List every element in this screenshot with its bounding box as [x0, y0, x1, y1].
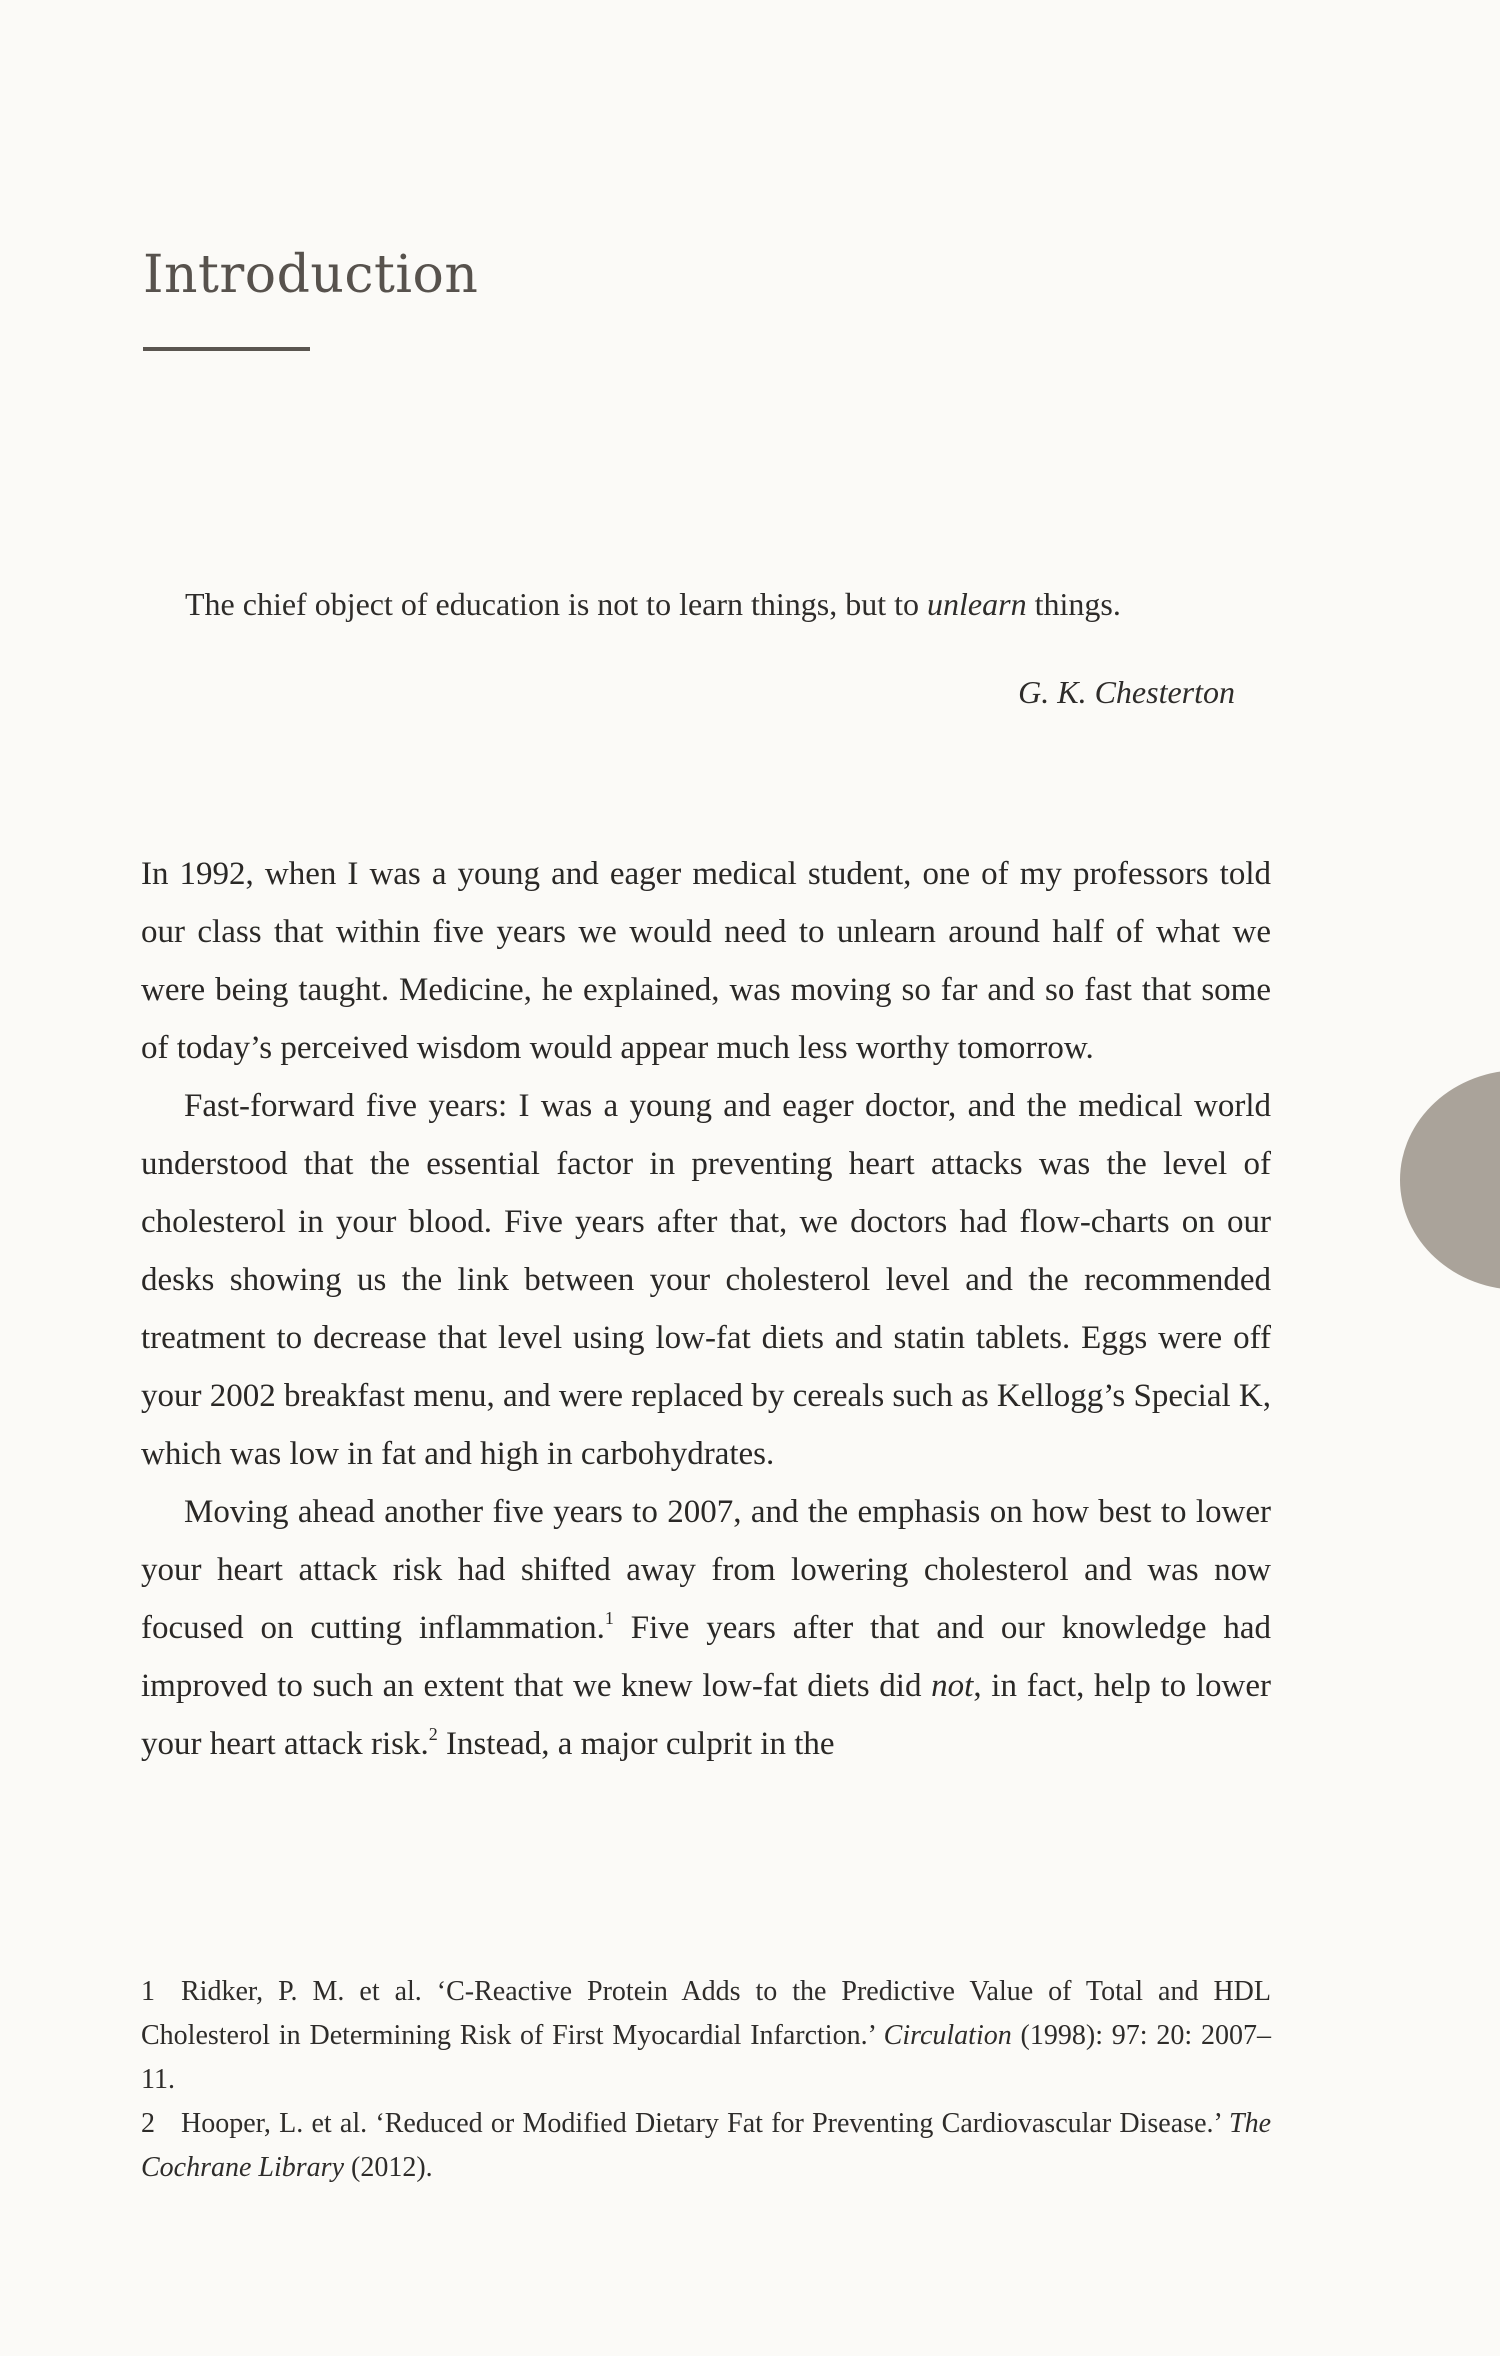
- epigraph-quote-text: The chief object of education is not to learn things, but to: [185, 586, 928, 622]
- body-text: [141, 845, 1271, 1773]
- paragraph-2: Fast-forward five years: I was a young and eager doctor, and the medical world understood that the essential factor in preventing heart attacks was the level of cholesterol in your blood. Five years after that, we doctors had flow-charts on our desks showing us the link between your cholesterol level and the recommended treatment to decrease that level using low-fat diets and statin tablets. Eggs were off your 2002 breakfast menu, and were replaced by cereals such as Kellogg’s Special K, which was low in fat and high in carbohydrates.: [141, 1088, 1271, 1472]
- paragraph-3-text-a: Moving ahead another five years to 2007, and the emphasis on how best to lower your heart attack risk had shifted away from lowering cholesterol and was now focused on cutting inflammation.: [141, 1494, 1271, 1646]
- paragraph-3-text-d: Instead, a major culprit in the: [437, 1726, 835, 1762]
- footnote-1-journal: Circulation: [883, 2020, 1012, 2051]
- footnote-1-text: Ridker, P. M. et al. ‘C-Reactive Protein Adds to the Predictive Value of Total and HDL Cholesterol in Determining Risk of First Myocardial Infarction.’: [141, 1976, 1271, 2051]
- epigraph-quote: [185, 586, 1235, 623]
- title-underline-rule: [143, 347, 310, 351]
- footnote-1-citation: (1998): 97: 20: 2007–11.: [141, 2020, 1271, 2095]
- footnote-ref-1: 1: [604, 1608, 614, 1628]
- footnote-ref-2: 2: [428, 1724, 438, 1744]
- paragraph-3: [141, 1483, 1271, 1773]
- footnote-2: [141, 2102, 1271, 2190]
- epigraph-author: G. K. Chesterton: [1018, 674, 1235, 710]
- paragraph-3-text-c: , in fact, help to lower your heart attack risk.: [141, 1668, 1272, 1762]
- paragraph-1: In 1992, when I was a young and eager medical student, one of my professors told our class that within five years we would need to unlearn around half of what we were being taught. Medicine, he explained, was moving so far and so fast that some of today’s perceived wisdom would appear much less worthy tomorrow.: [141, 856, 1271, 1066]
- epigraph-emphasis: unlearn: [927, 586, 1027, 622]
- epigraph-quote-end: things.: [1026, 586, 1121, 622]
- footnote-2-citation: (2012).: [344, 2152, 433, 2183]
- footnote-2-text: Hooper, L. et al. ‘Reduced or Modified Dietary Fat for Preventing Cardiovascular Disease.’: [181, 2108, 1229, 2139]
- epigraph: [185, 586, 1235, 710]
- chapter-thumb-tab: [1400, 1070, 1500, 1290]
- footnote-2-journal: The Cochrane Library: [141, 2108, 1271, 2183]
- chapter-title: Introduction: [143, 245, 479, 305]
- paragraph-3-text-b: Five years after that and our knowledge had improved to such an extent that we knew low-fat diets did: [141, 1610, 1272, 1704]
- footnote-1: [141, 1970, 1271, 2102]
- footnote-2-number: 2: [141, 2108, 155, 2139]
- footnote-1-number: 1: [141, 1976, 155, 2007]
- paragraph-3-emphasis: not: [931, 1668, 974, 1704]
- footnotes: [141, 1970, 1271, 2190]
